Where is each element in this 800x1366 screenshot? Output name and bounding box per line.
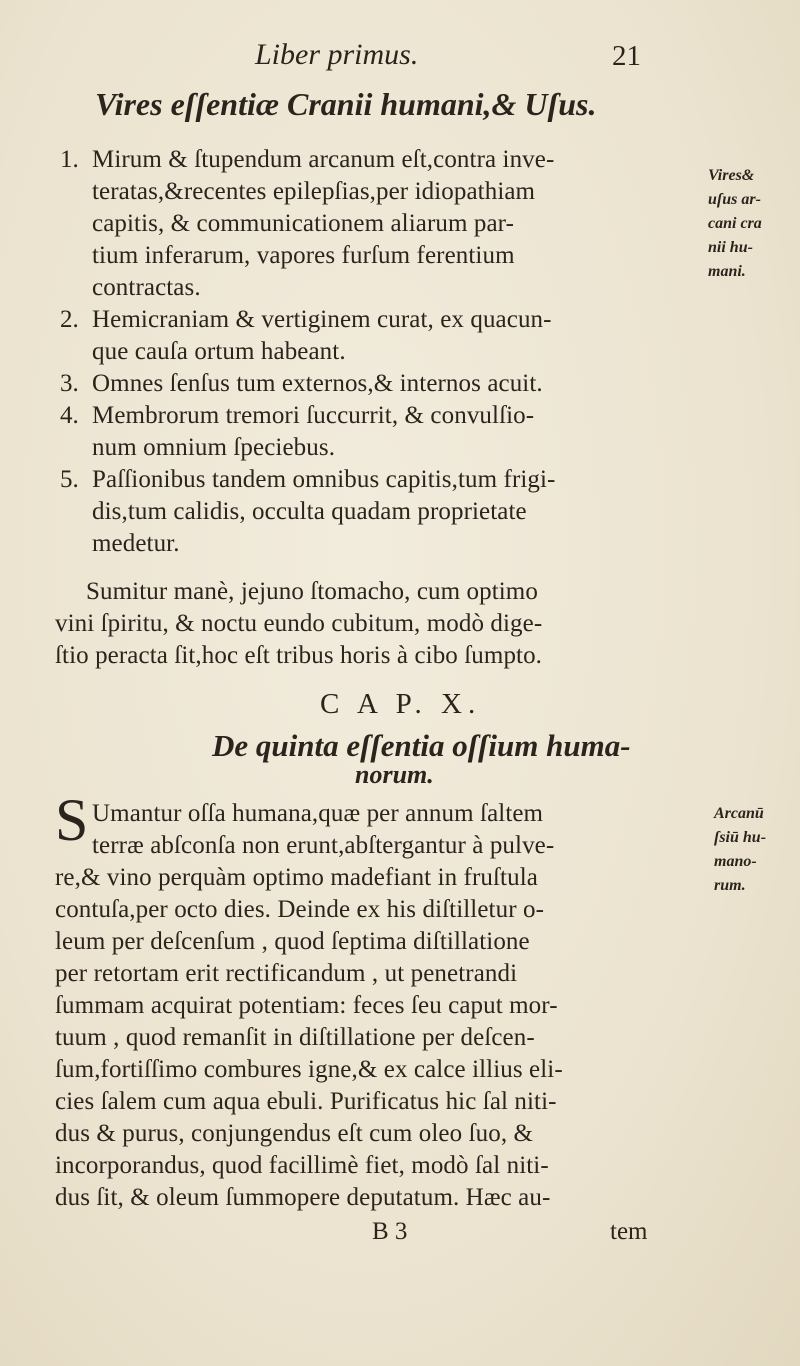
text-line: incorporandus, quod facillimè fiet, modò ſal niti- [55,1152,549,1179]
catchword: tem [610,1218,648,1245]
text-line: dus ſit, & oleum ſummopere deputatum. Hæc au- [55,1184,551,1211]
margin-note-line: uſus ar- [708,191,761,208]
drop-cap: S [55,787,89,853]
chapter-subtitle: De quinta eſſentia oſſium huma- [212,728,631,763]
text-line: cies ſalem cum aqua ebuli. Purificatus hic ſal niti- [55,1088,557,1115]
text-line: re,& vino perquàm optimo madefiant in fruſtula [55,864,538,891]
margin-note-line: mano- [714,853,757,870]
text-line: capitis, & communicationem aliarum par- [92,210,515,237]
text-line: Omnes ſenſus tum externos,& internos acuit. [92,370,543,397]
text-line: contuſa,per octo dies. Deinde ex his diſtilletur o- [55,896,544,923]
margin-note-line: cani cra [708,215,762,232]
margin-note-line: nii hu- [708,239,753,256]
text-line: dis,tum calidis, occulta quadam proprietate [92,498,527,525]
margin-note-line: mani. [708,263,746,280]
text-line: num omnium ſpeciebus. [92,434,336,461]
text-line: Paſſionibus tandem omnibus capitis,tum frigi- [92,466,556,493]
text-line: que cauſa ortum habeant. [92,338,346,365]
item-number: 1. [60,146,79,173]
text-line: leum per deſcenſum , quod ſeptima diſtillatione [55,928,530,955]
signature-mark: B 3 [372,1218,408,1245]
text-line: terræ abſconſa non erunt,abſtergantur à pulve- [92,832,555,859]
text-line: ſummam acquirat potentiam: feces ſeu caput mor- [55,992,558,1019]
running-header: Liber primus. [255,38,419,71]
text-line: tuum , quod remanſit in diſtillatione per deſcen- [55,1024,535,1051]
text-line: vini ſpiritu, & noctu eundo cubitum, modò dige- [55,610,543,637]
text-line: Hemicraniam & vertiginem curat, ex quacun- [92,306,552,333]
text-line: medetur. [92,530,180,557]
text-line: ſtio peracta ſit,hoc eſt tribus horis à cibo ſumpto. [55,642,543,669]
chapter-heading [320,688,481,721]
margin-note-line: ſsiū hu- [714,829,767,846]
chapter-subtitle: norum. [355,760,434,789]
margin-note-line: Arcanū [714,805,764,822]
item-number: 4. [60,402,79,429]
section-title: Vires eſſentiæ Cranii humani,& Uſus. [95,86,597,122]
chapter-number: X. [441,688,482,720]
item-number: 2. [60,306,79,333]
text-line: teratas,&recentes epilepſias,per idiopathiam [92,178,536,205]
text-line: dus & purus, conjungendus eſt cum oleo ſuo, & [55,1120,534,1147]
text-line: Mirum & ſtupendum arcanum eſt,contra inve- [92,146,555,173]
margin-note-line: Vires& [708,167,755,184]
text-line: per retortam erit rectificandum , ut penetrandi [55,960,518,987]
text-line: ſum,fortiſſimo combures igne,& ex calce illius eli- [55,1056,563,1083]
text-line: Umantur oſſa humana,quæ per annum ſaltem [92,800,544,827]
chapter-label: C A P. [320,688,428,720]
text-line: tium inferarum, vapores furſum ferentium [92,242,515,269]
text-line: Sumitur manè, jejuno ſtomacho, cum optimo [86,578,538,605]
text-line: Membrorum tremori ſuccurrit, & convulſio- [92,402,535,429]
page-number: 21 [612,40,641,72]
margin-note-line: rum. [714,877,746,894]
item-number: 5. [60,466,79,493]
item-number: 3. [60,370,79,397]
text-line: contractas. [92,274,201,301]
